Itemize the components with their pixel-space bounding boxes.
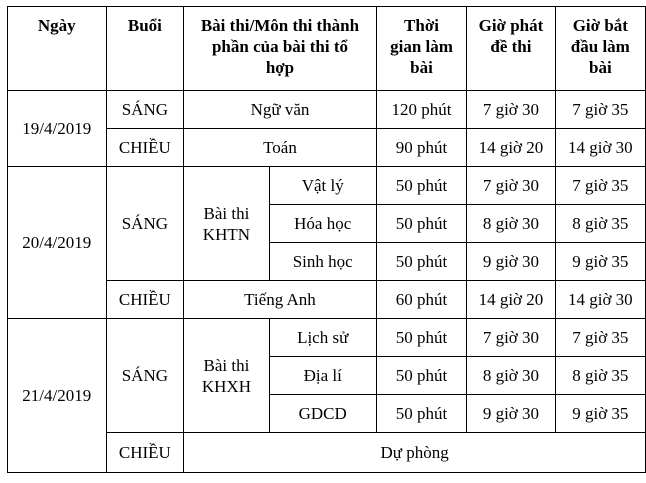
subject-cell: Địa lí [269,357,376,395]
header-thoi-gian: Thời gian làm bài [376,7,466,91]
start-time-cell: 7 giờ 35 [555,167,645,205]
session-cell: CHIỀU [106,281,184,319]
date-cell: 19/4/2019 [8,91,107,167]
subject-cell: Vật lý [269,167,376,205]
header-buoi: Buổi [106,7,184,91]
header-row [8,7,646,91]
distribute-time-cell: 14 giờ 20 [467,281,555,319]
header-gio-phat: Giờ phát đề thi [467,7,555,91]
start-time-cell: 14 giờ 30 [555,281,645,319]
distribute-time-cell: 7 giờ 30 [467,167,555,205]
distribute-time-cell: 7 giờ 30 [467,91,555,129]
date-cell: 20/4/2019 [8,167,107,319]
combined-exam-cell: Bài thi KHXH [184,319,269,433]
combined-exam-cell: Bài thi KHTN [184,167,269,281]
distribute-time-cell: 7 giờ 30 [467,319,555,357]
header-ngay: Ngày [8,7,107,91]
session-cell: CHIỀU [106,129,184,167]
start-time-cell: 8 giờ 35 [555,205,645,243]
duration-cell: 60 phút [376,281,466,319]
subject-cell: Sinh học [269,243,376,281]
header-gio-bat-dau: Giờ bắt đầu làm bài [555,7,645,91]
duration-cell: 50 phút [376,357,466,395]
start-time-cell: 14 giờ 30 [555,129,645,167]
subject-cell: Hóa học [269,205,376,243]
subject-cell: Lịch sử [269,319,376,357]
start-time-cell: 7 giờ 35 [555,319,645,357]
distribute-time-cell: 9 giờ 30 [467,395,555,433]
header-mon: Bài thi/Môn thi thành phần của bài thi tổ hợp [184,7,377,91]
table-row [8,91,646,129]
session-cell: CHIỀU [106,433,184,473]
subject-cell: Ngữ văn [184,91,377,129]
start-time-cell: 8 giờ 35 [555,357,645,395]
reserve-cell: Dự phòng [184,433,646,473]
start-time-cell: 9 giờ 35 [555,395,645,433]
duration-cell: 50 phút [376,205,466,243]
distribute-time-cell: 8 giờ 30 [467,205,555,243]
distribute-time-cell: 9 giờ 30 [467,243,555,281]
session-cell: SÁNG [106,319,184,433]
subject-cell: GDCD [269,395,376,433]
exam-schedule-table [7,6,646,473]
duration-cell: 50 phút [376,167,466,205]
subject-cell: Tiếng Anh [184,281,377,319]
duration-cell: 50 phút [376,319,466,357]
duration-cell: 50 phút [376,395,466,433]
duration-cell: 120 phút [376,91,466,129]
start-time-cell: 7 giờ 35 [555,91,645,129]
duration-cell: 50 phút [376,243,466,281]
distribute-time-cell: 8 giờ 30 [467,357,555,395]
session-cell: SÁNG [106,91,184,129]
table-row [8,319,646,357]
duration-cell: 90 phút [376,129,466,167]
table-row [8,167,646,205]
start-time-cell: 9 giờ 35 [555,243,645,281]
date-cell: 21/4/2019 [8,319,107,473]
session-cell: SÁNG [106,167,184,281]
subject-cell: Toán [184,129,377,167]
distribute-time-cell: 14 giờ 20 [467,129,555,167]
